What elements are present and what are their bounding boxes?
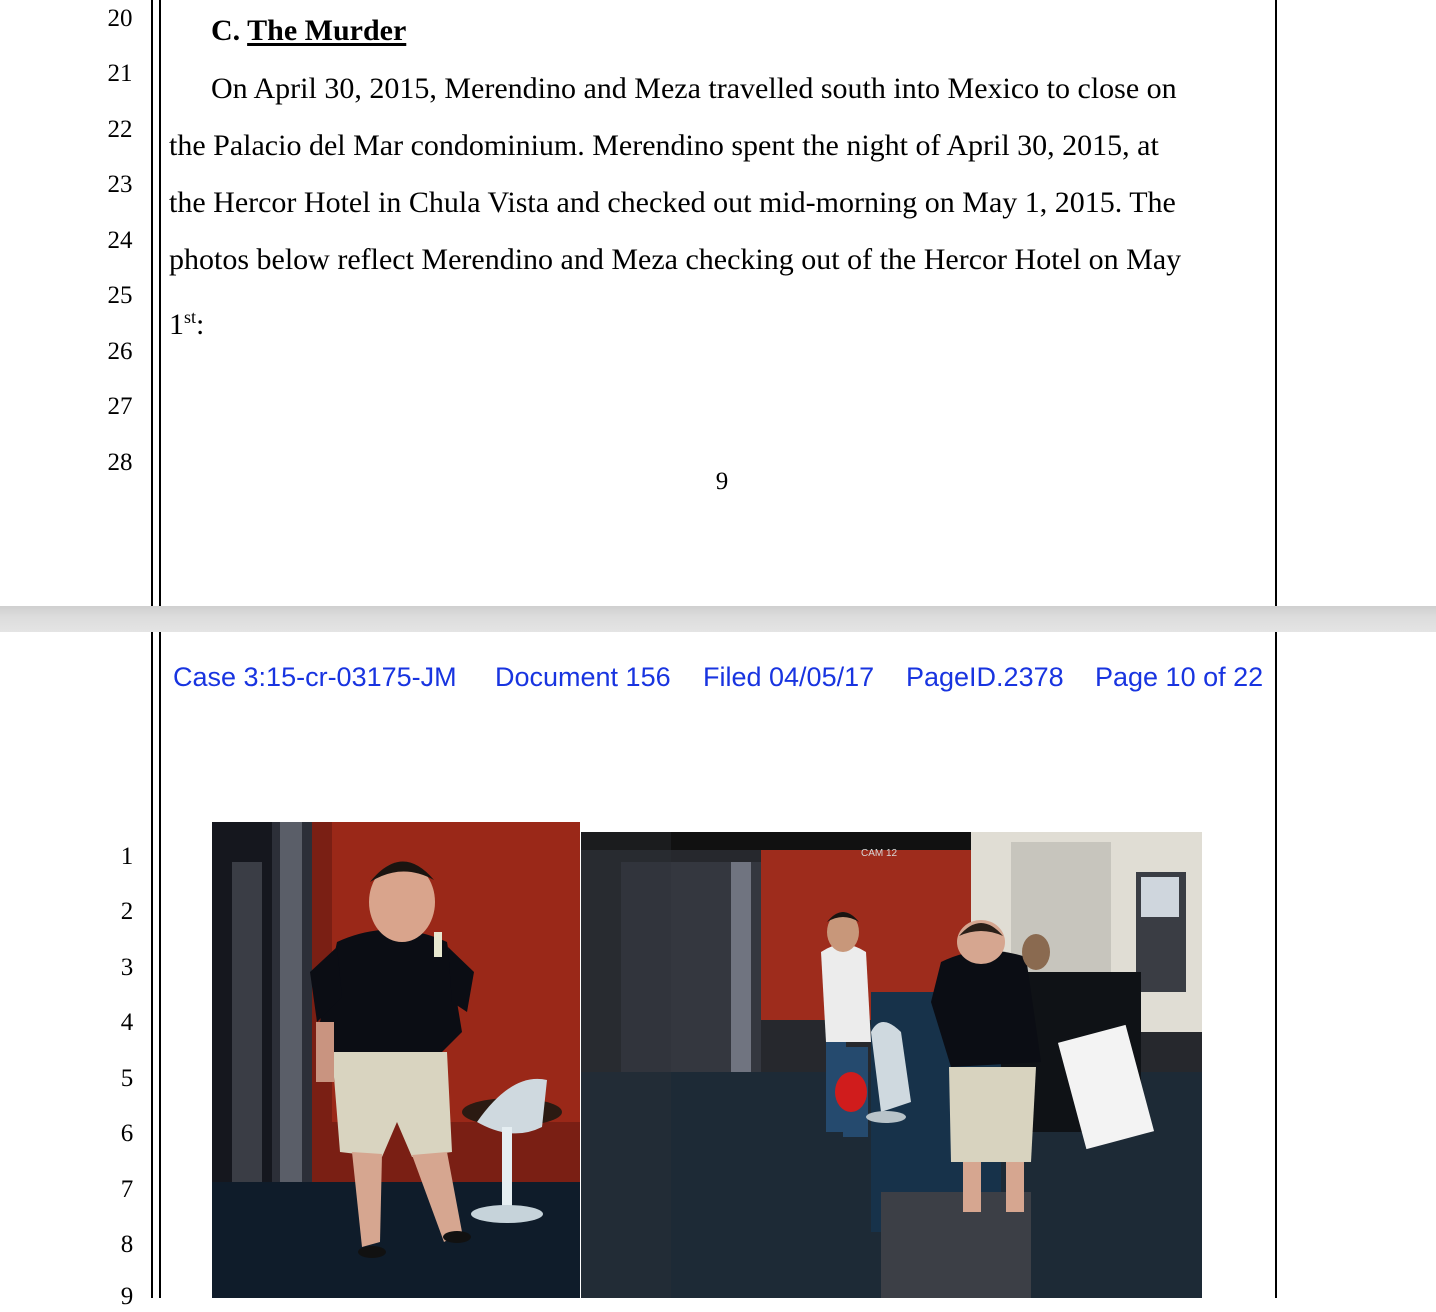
line-number: 20 — [107, 5, 133, 32]
line-number: 8 — [120, 1231, 134, 1258]
margin-rule-right — [1275, 0, 1277, 606]
line-number: 3 — [120, 954, 134, 981]
line-number: 27 — [107, 393, 133, 420]
line-number: 1 — [120, 843, 134, 870]
line-number: 26 — [107, 338, 133, 365]
surveillance-photo-right — [581, 832, 1202, 1298]
camera-overlay-label: CAM 12 — [861, 848, 898, 859]
header-filed-date: Filed 04/05/17 — [703, 662, 875, 692]
header-document-number: Document 156 — [495, 662, 671, 692]
margin-rule-inner — [159, 0, 161, 606]
line-number: 4 — [120, 1009, 134, 1036]
document-page-9 — [0, 0, 1436, 606]
margin-rule-inner — [159, 632, 161, 1298]
line-number: 9 — [120, 1283, 134, 1310]
section-heading-prefix: C. — [211, 14, 248, 47]
paragraph-line: photos below reflect Merendino and Meza checking out of the Hercor Hotel on May — [169, 243, 1182, 276]
page-number: 9 — [715, 468, 729, 495]
line-number: 25 — [107, 282, 133, 309]
margin-rule-outer — [151, 632, 153, 1298]
line-number: 28 — [107, 449, 133, 476]
page-separator — [0, 606, 1436, 632]
colon: : — [196, 308, 205, 341]
section-heading — [211, 14, 406, 48]
ordinal-suffix: st — [184, 307, 197, 327]
line-number: 5 — [120, 1065, 134, 1092]
header-page-count: Page 10 of 22 — [1095, 662, 1264, 692]
paragraph-line: the Palacio del Mar condominium. Merendino spent the night of April 30, 2015, at — [169, 129, 1159, 162]
line-number: 23 — [107, 171, 133, 198]
header-page-id: PageID.2378 — [906, 662, 1064, 692]
line-number: 21 — [107, 60, 133, 87]
line-number: 7 — [120, 1176, 134, 1203]
margin-rule-outer — [151, 0, 153, 606]
paragraph-line: the Hercor Hotel in Chula Vista and checked out mid-morning on May 1, 2015. The — [169, 186, 1176, 219]
surveillance-photo-left-image — [212, 822, 580, 1298]
surveillance-photo-left — [212, 822, 580, 1298]
line-number: 2 — [120, 898, 134, 925]
line-number: 22 — [107, 116, 133, 143]
line-number: 6 — [120, 1120, 134, 1147]
paragraph-line: On April 30, 2015, Merendino and Meza travelled south into Mexico to close on — [211, 72, 1177, 105]
section-heading-title: The Murder — [247, 14, 407, 47]
surveillance-photo-right-image — [581, 832, 1202, 1298]
line-number: 24 — [107, 227, 133, 254]
header-case-number: Case 3:15-cr-03175-JM — [173, 662, 457, 692]
paragraph-last-line — [169, 299, 204, 343]
margin-rule-right — [1275, 632, 1277, 1298]
date-ordinal: 1 — [169, 308, 184, 341]
